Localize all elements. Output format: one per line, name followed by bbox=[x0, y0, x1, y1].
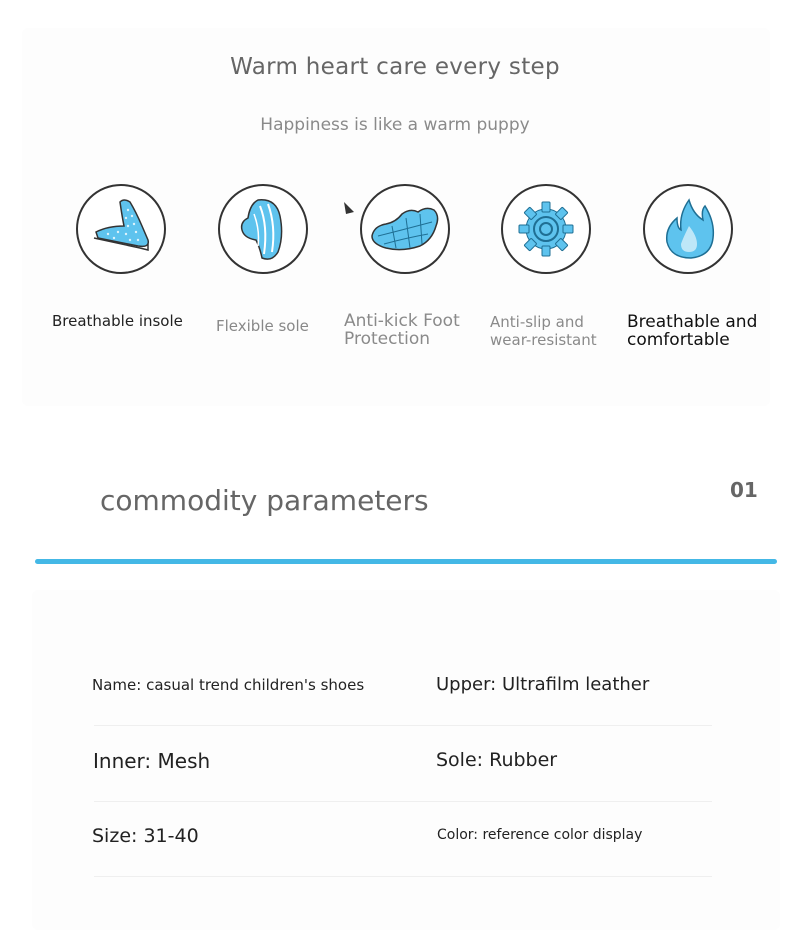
section-accent-bar bbox=[35, 559, 777, 564]
feature-label-anti-slip: Anti-slip and wear-resistant bbox=[490, 313, 597, 349]
gear-icon bbox=[501, 184, 591, 274]
impact-spark-icon bbox=[342, 200, 360, 220]
param-divider bbox=[94, 725, 712, 726]
feature-label-anti-kick: Anti-kick Foot Protection bbox=[344, 311, 460, 349]
param-name: Name: casual trend children's shoes bbox=[92, 676, 365, 694]
param-divider bbox=[94, 876, 712, 877]
section-title: commodity parameters bbox=[100, 484, 429, 517]
feature-label-breathable-comfortable: Breathable and comfortable bbox=[627, 312, 758, 350]
insole-icon bbox=[76, 184, 166, 274]
flame-icon bbox=[643, 184, 733, 274]
feature-label-breathable-insole: Breathable insole bbox=[52, 312, 183, 330]
param-size: Size: 31-40 bbox=[92, 825, 199, 847]
param-upper: Upper: Ultrafilm leather bbox=[436, 674, 650, 695]
param-divider bbox=[94, 801, 712, 802]
flexible-sole-icon bbox=[218, 184, 308, 274]
shoe-toe-icon bbox=[360, 184, 450, 274]
feature-label-flexible-sole: Flexible sole bbox=[216, 317, 309, 335]
param-color: Color: reference color display bbox=[437, 827, 643, 843]
section-number: 01 bbox=[730, 478, 758, 502]
page-title: Warm heart care every step bbox=[230, 54, 560, 80]
page-subtitle: Happiness is like a warm puppy bbox=[260, 115, 530, 135]
param-inner: Inner: Mesh bbox=[93, 749, 211, 773]
param-sole: Sole: Rubber bbox=[436, 749, 558, 771]
